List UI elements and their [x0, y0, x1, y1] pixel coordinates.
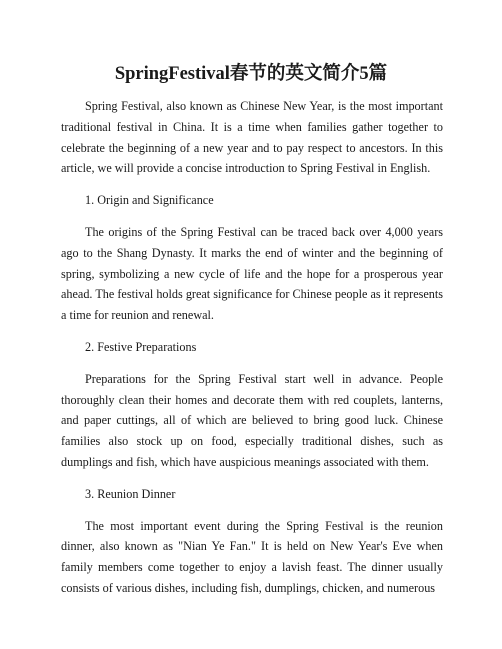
section-heading-reunion: 3. Reunion Dinner [85, 486, 176, 501]
document-title: SpringFestival春节的英文简介5篇 [114, 64, 388, 84]
intro-paragraph: Spring Festival, also known as Chinese New Year, is the most important traditional festival in China. It is a time when families gather together to celebrate the beginning of a new year and to pay respect to ancestors. In this article, we will provide a concise introduction to Spring Festival in English. [61, 99, 443, 176]
origin-paragraph: The origins of the Spring Festival can be traced back over 4,000 years ago to the Shang Dynasty. It marks the end of winter and the beginning of spring, symbolizing a new cycle of life and the hope for a prosperous year ahead. The festival holds great significance for Chinese people as it represents a time for reunion and renewal. [61, 224, 443, 323]
preparations-paragraph: Preparations for the Spring Festival start well in advance. People thoroughly clean their homes and decorate them with red couplets, lanterns, and paper cuttings, all of which are believed to bring good luck. Chinese families also stock up on food, especially traditional dishes, such as dumplings and fish, which have auspicious meanings associated with them. [61, 371, 443, 469]
reunion-paragraph: The most important event during the Spring Festival is the reunion dinner, also known as "Nian Ye Fan." It is held on New Year's Eve when family members come together to enjoy a lavish feast. The dinner usually consists of various dishes, including fish, dumplings, chicken, and numerous [61, 518, 443, 595]
section-heading-preparations: 2. Festive Preparations [85, 339, 197, 354]
section-heading-origin: 1. Origin and Significance [85, 193, 214, 208]
document-body [61, 96, 443, 610]
